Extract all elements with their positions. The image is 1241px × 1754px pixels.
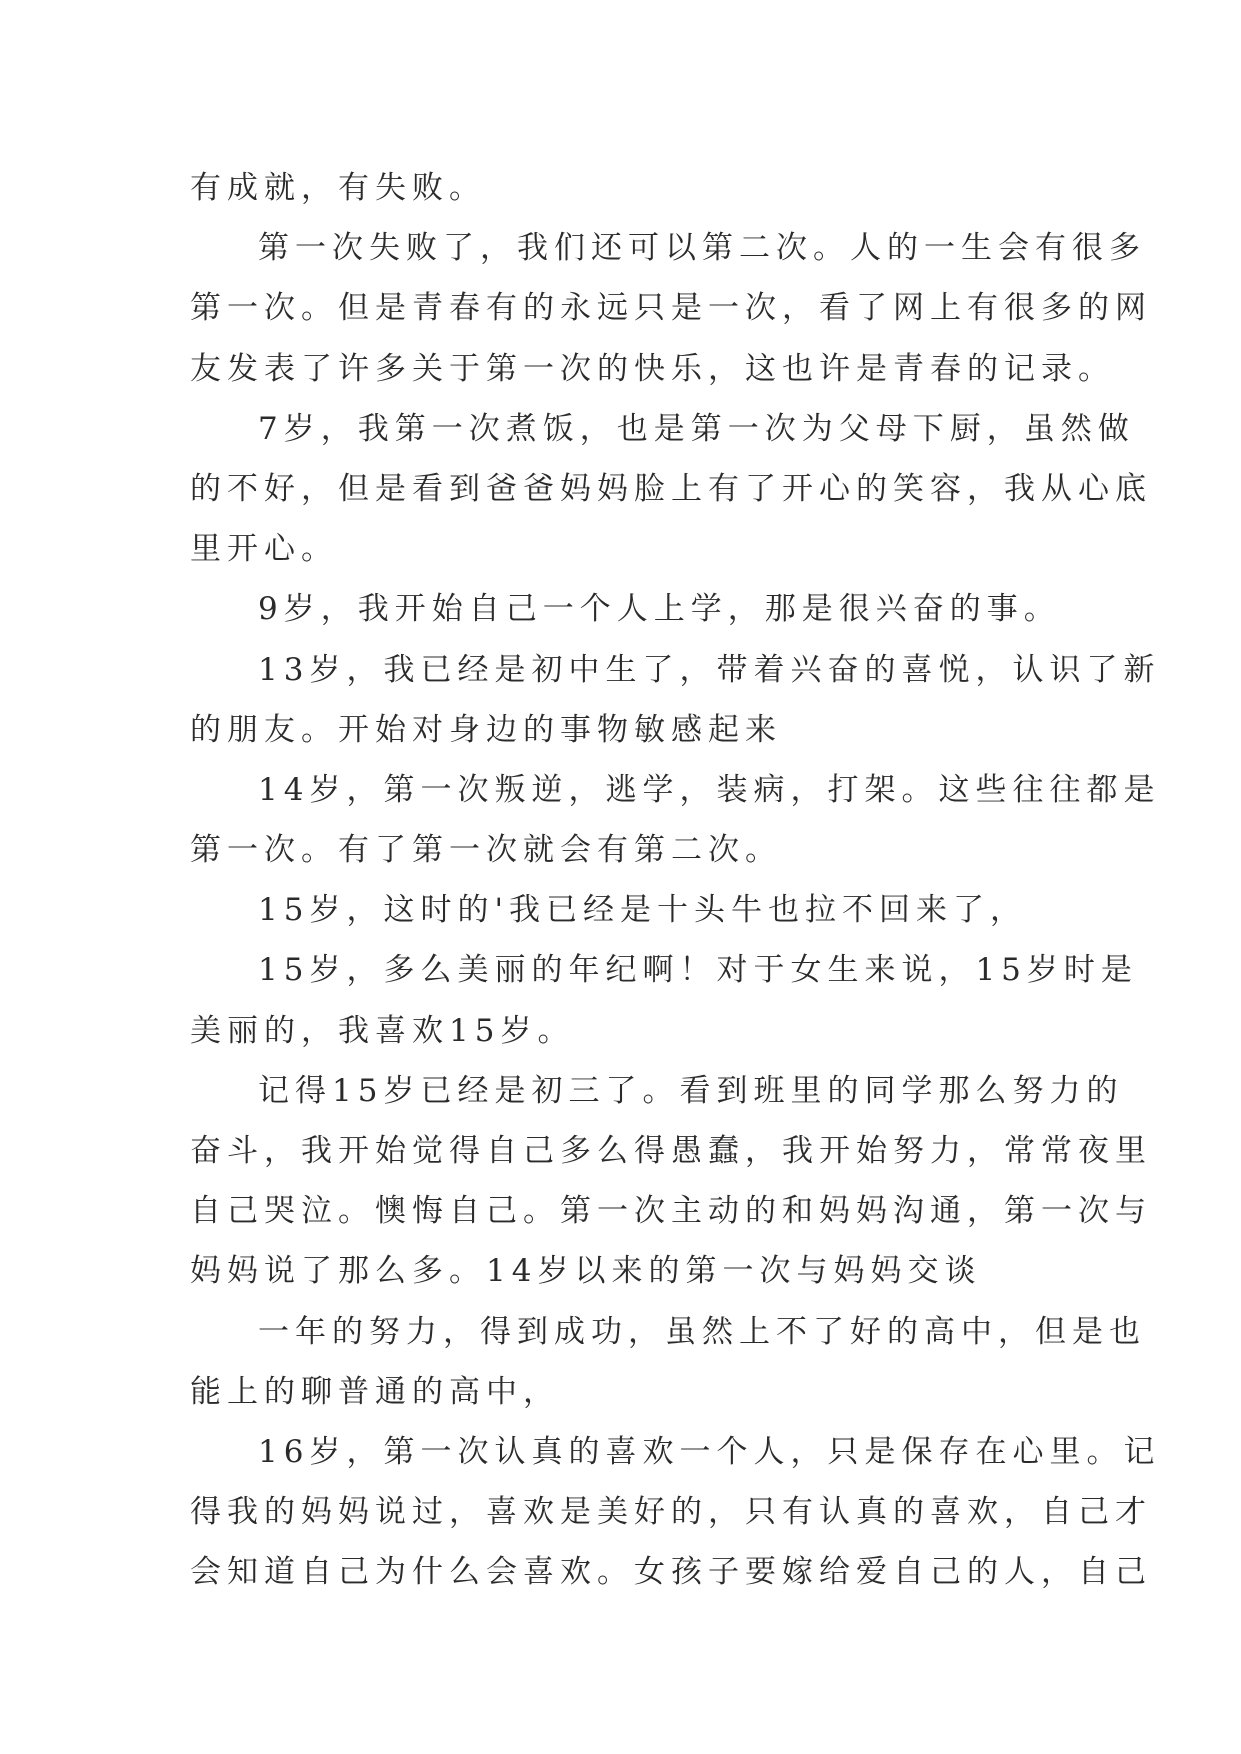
text-line: 的朋友。开始对身边的事物敏感起来 [190, 711, 782, 748]
text-line: 记得15岁已经是初三了。看到班里的同学那么努力的 [258, 1072, 1124, 1109]
text-line: 7岁，我第一次煮饭，也是第一次为父母下厨，虽然做 [258, 410, 1135, 447]
text-line: 第一次。有了第一次就会有第二次。 [190, 832, 782, 869]
text-line: 友发表了许多关于第一次的快乐，这也许是青春的记录。 [190, 350, 1115, 387]
text-line: 会知道自己为什么会喜欢。女孩子要嫁给爱自己的人，自己 [190, 1554, 1152, 1591]
text-line: 的不好，但是看到爸爸妈妈脸上有了开心的笑容，我从心底 [190, 470, 1152, 507]
text-line: 自己哭泣。懊悔自己。第一次主动的和妈妈沟通，第一次与 [190, 1193, 1152, 1230]
text-line: 13岁，我已经是初中生了，带着兴奋的喜悦，认识了新 [258, 651, 1161, 688]
text-line: 16岁，第一次认真的喜欢一个人，只是保存在心里。记 [258, 1433, 1161, 1470]
text-line: 奋斗，我开始觉得自己多么得愚蠢，我开始努力，常常夜里 [190, 1133, 1152, 1169]
text-line: 得我的妈妈说过，喜欢是美好的，只有认真的喜欢，自己才 [190, 1494, 1152, 1531]
text-line: 15岁，这时的'我已经是十头牛也拉不回来了， [258, 892, 1027, 929]
text-line: 9岁，我开始自己一个人上学，那是很兴奋的事。 [258, 591, 1061, 628]
text-line: 美丽的，我喜欢15岁。 [190, 1012, 575, 1049]
text-line: 能上的聊普通的高中， [190, 1373, 560, 1410]
document-body [190, 158, 1161, 1603]
text-line: 一年的努力，得到成功，虽然上不了好的高中，但是也 [258, 1313, 1146, 1350]
text-line: 14岁，第一次叛逆，逃学，装病，打架。这些往往都是 [258, 771, 1161, 808]
text-line: 里开心。 [190, 531, 338, 568]
text-line: 第一次。但是青春有的永远只是一次，看了网上有很多的网 [190, 290, 1152, 327]
text-line: 有成就，有失败。 [190, 170, 486, 206]
text-line: 妈妈说了那么多。14岁以来的第一次与妈妈交谈 [190, 1253, 982, 1290]
text-line: 第一次失败了，我们还可以第二次。人的一生会有很多 [258, 230, 1146, 267]
text-line: 15岁，多么美丽的年纪啊！对于女生来说，15岁时是 [258, 952, 1138, 989]
